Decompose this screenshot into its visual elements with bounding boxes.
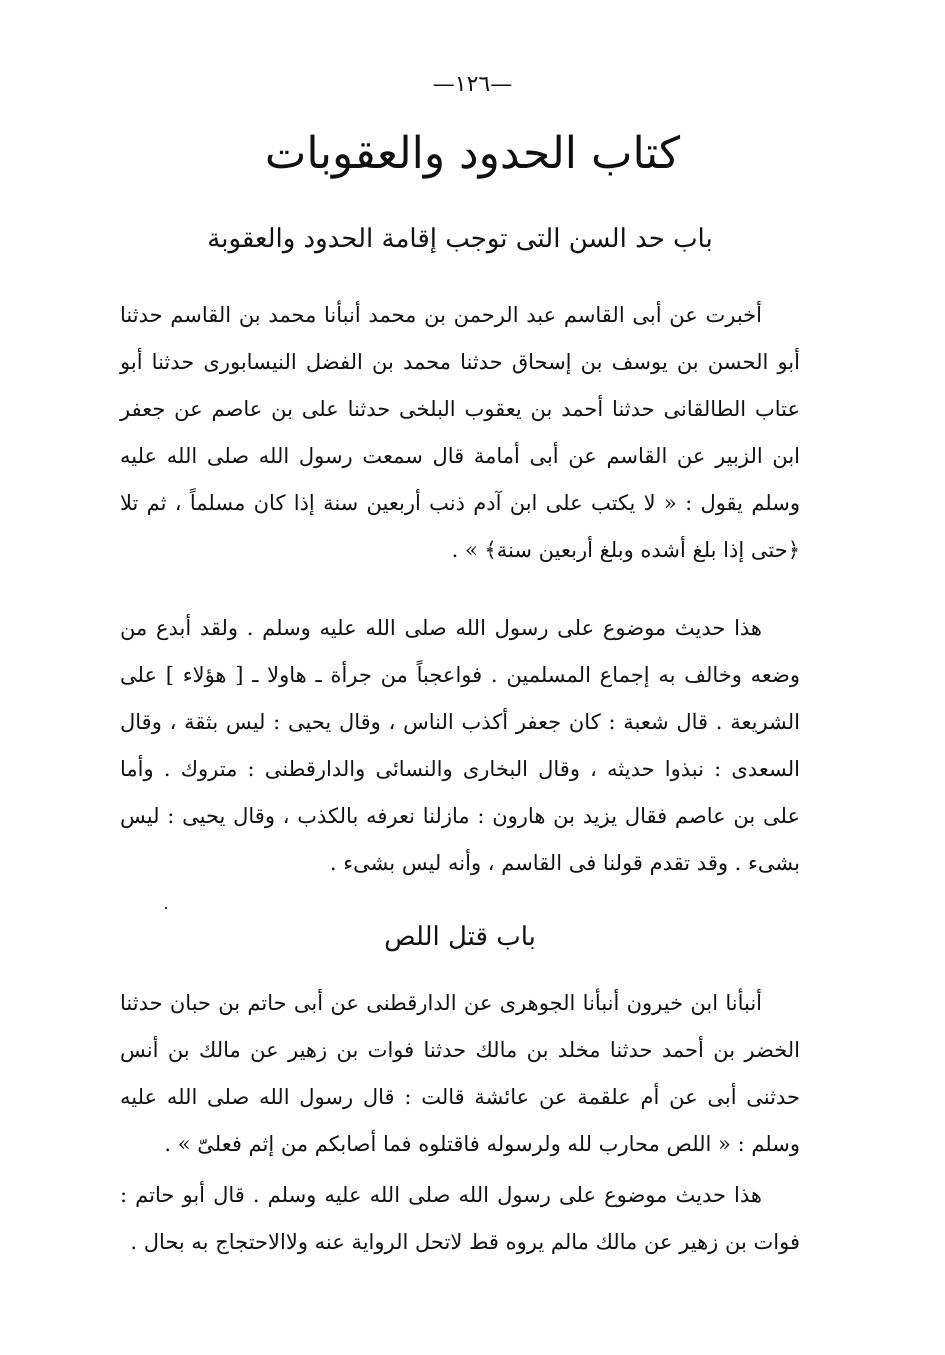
page-number: —١٢٦— (432, 72, 513, 97)
book-title: كتاب الحدود والعقوبات (264, 128, 681, 179)
chapter-heading-age-of-hudud: باب حد السن التى توجب إقامة الحدود والعقوبة (207, 224, 713, 254)
paragraph-fabrication-critique: هذا حديث موضوع على رسول الله صلى الله عليه وسلم . ولقد أبدع من وضعه وخالف به إجماع المسلمين . فواعجباً من جرأة ـ هاولا ـ [ هؤلاء ] على الشريعة . قال شعبة : كان جعفر أكذب الناس ، وقال يحيى : ليس بثقة ، وقال السعدى : نبذوا حديثه ، وقال البخارى والنسائى والدارقطنى : متروك . وأما على بن عاصم فقال يزيد بن هارون : مازلنا نعرفه بالكذب ، وقال يحيى : ليس بشىء . وقد تقدم قولنا فى القاسم ، وأنه ليس بشىء . (120, 616, 800, 875)
chapter-heading-killing-thief: باب قتل اللص (384, 922, 536, 952)
scan-speck (165, 907, 167, 909)
paragraph-isnad-thief-hadith: أنبأنا ابن خيرون أنبأنا الجوهرى عن الدارقطنى عن أبى حاتم بن حبان حدثنا الخضر بن أحمد حدثنا مخلد بن مالك حدثنا فوات بن زهير عن مالك بن أنس حدثنى أبى عن أم علقمة عن عائشة قالت : قال رسول الله صلى الله عليه وسلم : « اللص محارب لله ولرسوله فاقتلوه فما أصابكم من إثم فعلىّ » . (120, 991, 800, 1156)
paragraph-isnad-age-hadith: أخبرت عن أبى القاسم عبد الرحمن بن محمد أنبأنا محمد بن القاسم حدثنا أبو الحسن بن يوسف بن إسحاق حدثنا محمد بن الفضل النيسابورى حدثنا أبو عتاب الطالقانى حدثنا أحمد بن يعقوب البلخى حدثنا على بن عاصم عن جعفر ابن الزبير عن القاسم عن أبى أمامة قال سمعت رسول الله صلى الله عليه وسلم يقول : « لا يكتب على ابن آدم ذنب أربعين سنة إذا كان مسلماً ، ثم تلا ﴿حتى إذا بلغ أشده وبلغ أربعين سنة﴾ » . (120, 303, 800, 562)
paragraph-thief-hadith-critique: هذا حديث موضوع على رسول الله صلى الله عليه وسلم . قال أبو حاتم : فوات بن زهير عن مالك مالم يروه قط لاتحل الرواية عنه ولاالاحتجاج به بحال . (120, 1183, 800, 1254)
